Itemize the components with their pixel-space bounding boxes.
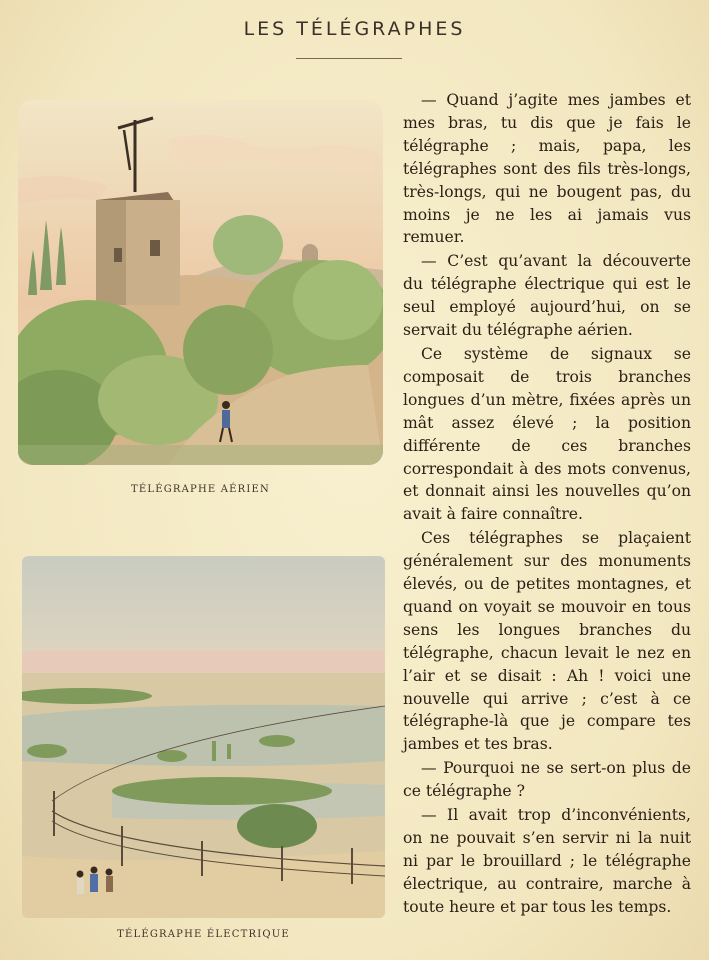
title-divider [296, 58, 402, 59]
paragraph: Ce système de signaux se composait de trois branches longues d’un mètre, fixées après un mât assez élevé ; la position différente de ces branches correspondait à des mots convenus, et donnait ainsi les nouvelles qu’on avait à faire connaître. [403, 344, 691, 524]
paragraph: — Pourquoi ne se sert-on plus de ce télégraphe ? [403, 759, 691, 801]
paragraph: — C’est qu’avant la découverte du télégraphe électrique qui est le seul employé aujourd’hui, on se servait du télégraphe aérien. [403, 252, 691, 340]
paragraph: Ces télégraphes se plaçaient généralement sur des monuments élevés, ou de petites montagnes, et quand on voyait se mouvoir en tous sens les longues branches du télégraphe, chacun levait le nez en l’air et se disait : Ah ! voici une nouvelle qui arrive ; c’est à ce télégraphe-là que je compare tes jambes et tes bras. [403, 529, 691, 754]
illustration-electric-telegraph [22, 556, 385, 918]
illustration-aerial-telegraph [18, 100, 383, 465]
page-title: LES TÉLÉGRAPHES [243, 18, 466, 40]
horizon-haze [22, 651, 385, 673]
paragraph: — Il avait trop d’inconvénients, on ne pouvait s’en servir ni la nuit ni par le brouillard ; le télégraphe électrique, au contraire, marche à toute heure et par tous les temps. [403, 806, 691, 916]
caption-aerial-telegraph: TÉLÉGRAPHE AÉRIEN [130, 484, 271, 495]
body-text [403, 89, 691, 919]
road [22, 851, 385, 918]
caption-electric-telegraph: TÉLÉGRAPHE ÉLECTRIQUE [117, 929, 290, 940]
paragraph: — Quand j’agite mes jambes et mes bras, tu dis que je fais le télégraphe ; mais, papa, les télégraphes sont des fils très-longs, très-longs, qui ne bougent pas, du moins je ne les ai jamais vus remuer. [403, 91, 691, 247]
